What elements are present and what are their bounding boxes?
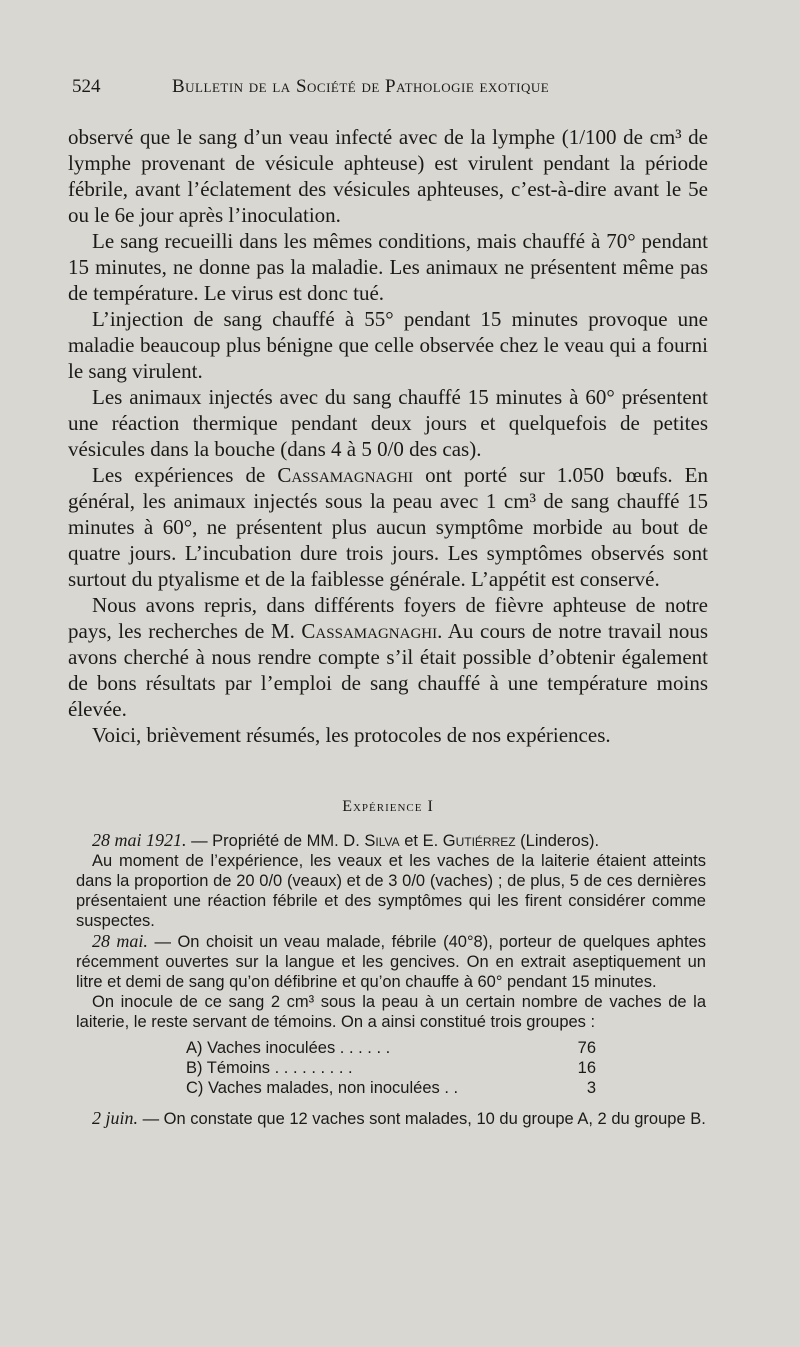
paragraph-4: Les animaux injectés avec du sang chauffé 15 minutes à 60° présentent une réaction thermique pendant deux jours et quelquefois de petites vésicules dans la bouche (dans 4 à 5 0/0 des cas). <box>68 385 708 461</box>
person-name: Silva <box>364 832 400 850</box>
group-label: B) Témoins . . . . . . . . . <box>186 1059 353 1077</box>
group-row <box>186 1078 596 1098</box>
entry-2-juin <box>76 1108 706 1129</box>
paragraph-5-end: ont porté sur 1.050 bœufs. En général, les animaux injectés sous la peau avec 1 cm³ de sang chauffé 15 minutes à 60°, ne présentent plus aucun symptôme morbide au bout de quatre jours. L’incubation dure trois jours. Les symptômes observés sont surtout du ptyalisme et de la faiblesse générale. L’appétit est conservé. <box>68 463 709 591</box>
entry-text: — Propriété de MM. D. <box>186 832 365 850</box>
author-name: Cassamagnaghi <box>301 619 438 643</box>
entry-date: 2 juin. <box>92 1108 139 1128</box>
page-number: 524 <box>72 76 101 97</box>
paragraph-1: observé que le sang d’un veau infecté avec de la lymphe (1/100 de cm³ de lymphe provenant de vésicule aphteuse) est virulent pendant la période fébrile, avant l’éclatement des vésicules aphteuses, c’est-à-dire avant le 5e ou le 6e jour après l’inoculation. <box>68 125 708 227</box>
body-text <box>68 124 708 748</box>
paragraph-3: L’injection de sang chauffé à 55° pendant 15 minutes provoque une maladie beaucoup plus bénigne que celle observée chez le veau qui a fourni le sang virulent. <box>68 307 708 383</box>
group-value: 3 <box>586 1079 596 1097</box>
group-value: 76 <box>577 1039 596 1057</box>
running-title: Bulletin de la Société de Pathologie exotique <box>172 76 550 97</box>
paragraph-5-start: Les expériences de <box>92 463 266 487</box>
entry-28-mai <box>76 931 706 992</box>
entry-28-mai-1921 <box>76 830 706 851</box>
person-name: Gutiérrez <box>442 832 516 850</box>
entry-text: et E. <box>399 832 443 850</box>
small-paragraph-1: Au moment de l’expérience, les veaux et les vaches de la laiterie étaient atteints dans la proportion de 20 0/0 (veaux) et de 3 0/0 (vaches) ; de plus, 5 de ces dernières présentaient une réaction fébrile et des symptômes qui les firent considérer comme suspectes. <box>76 852 706 930</box>
paragraph-6-end: . Au cours de notre travail nous avons cherché à nous rendre compte s’il était possible d’obtenir également de bons résultats par l’emploi de sang chauffé à une température moins élevée. <box>68 619 709 721</box>
group-row <box>186 1038 596 1058</box>
experiment-protocol <box>76 830 706 1129</box>
author-name: Cassamagnaghi <box>277 463 414 487</box>
entry-place: (Linderos). <box>515 832 600 850</box>
entry-text: — On constate que 12 vaches sont malades, 10 du groupe A, 2 du groupe B. <box>138 1110 706 1128</box>
entry-date: 28 mai 1921. <box>92 830 187 850</box>
group-row <box>186 1058 596 1078</box>
group-label: C) Vaches malades, non inoculées . . <box>186 1079 459 1097</box>
small-paragraph-inoculation: On inocule de ce sang 2 cm³ sous la peau à un certain nombre de vaches de la laiterie, le reste servant de témoins. On a ainsi constitué trois groupes : <box>76 993 706 1031</box>
group-label: A) Vaches inoculées . . . . . . <box>186 1039 391 1057</box>
entry-text: — On choisit un veau malade, fébrile (40°8), porteur de quelques aphtes récemment ouvertes sur la langue et les gencives. On en extrait aseptiquement un litre et demi de sang qu’on défibrine et qu’on chauffe à 60° pendant 15 minutes. <box>76 933 706 991</box>
section-title: Expérience I <box>342 798 434 815</box>
entry-date: 28 mai. <box>92 931 148 951</box>
paragraph-2: Le sang recueilli dans les mêmes conditions, mais chauffé à 70° pendant 15 minutes, ne donne pas la maladie. Les animaux ne présentent même pas de température. Le virus est donc tué. <box>68 229 708 305</box>
paragraph-7: Voici, brièvement résumés, les protocoles de nos expériences. <box>92 723 611 747</box>
groups-table <box>76 1038 706 1098</box>
page-header <box>72 74 712 106</box>
paragraph-6 <box>68 592 708 722</box>
paragraph-6-start: Nous avons repris, dans différents foyers de fièvre aphteuse de notre pays, les recherches de M. <box>68 593 708 643</box>
group-value: 16 <box>577 1059 596 1077</box>
paragraph-5 <box>68 462 708 592</box>
